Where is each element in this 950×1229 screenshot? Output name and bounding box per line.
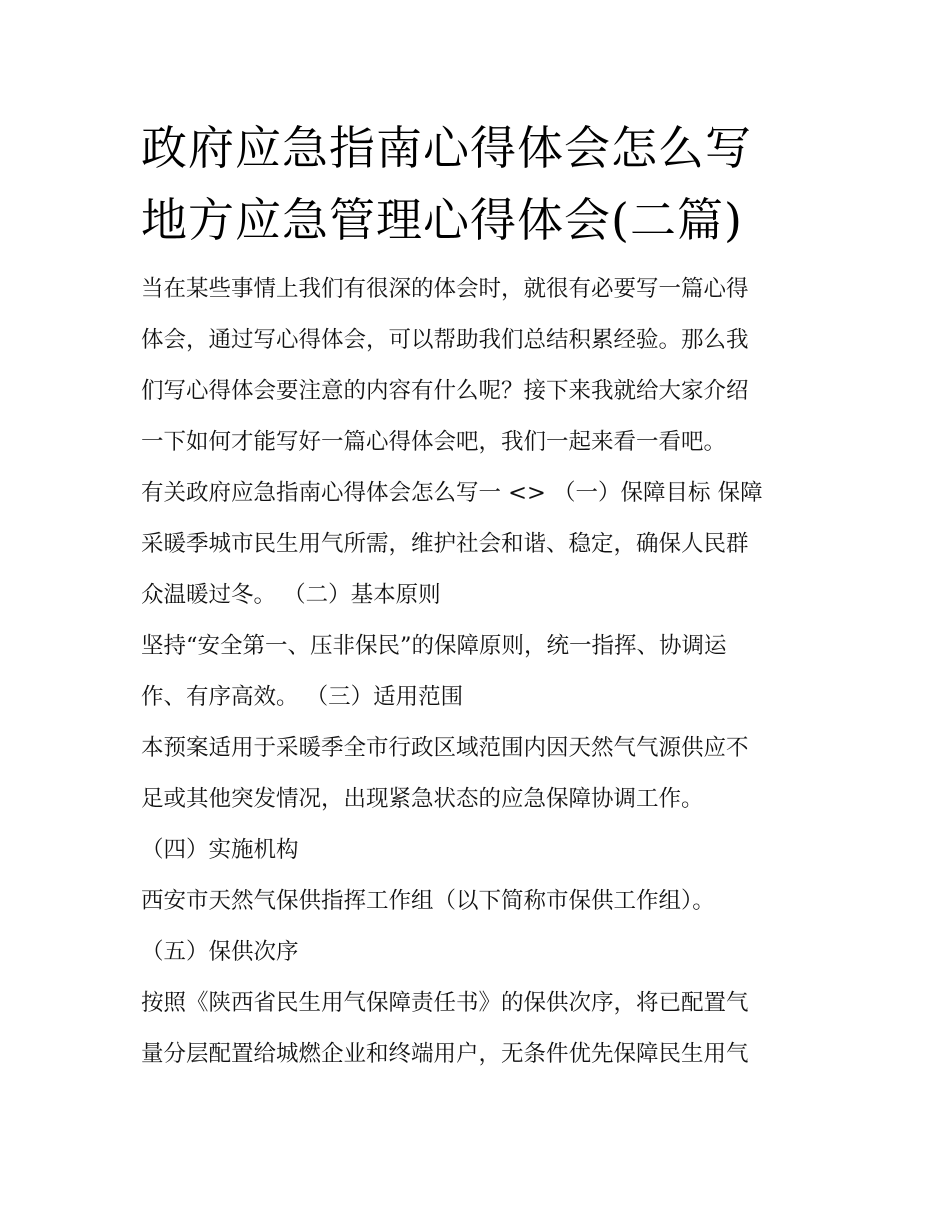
- body-line: 作、有序高效。 （三）适用范围: [141, 684, 464, 710]
- body-line: （四）实施机构: [141, 837, 299, 863]
- body-line: 按照《陕西省民生用气保障责任书》的保供次序，将已配置气: [141, 990, 749, 1016]
- body-line: 众温暖过冬。 （二）基本原则: [141, 582, 441, 608]
- body-line: 一下如何才能写好一篇心得体会吧，我们一起来看一看吧。: [141, 429, 727, 455]
- body-line: 当在某些事情上我们有很深的体会时，就很有必要写一篇心得: [141, 276, 749, 302]
- body-line: 足或其他突发情况，出现紧急状态的应急保障协调工作。: [141, 786, 704, 812]
- document-body: [141, 264, 813, 1080]
- body-line: 量分层配置给城燃企业和终端用户，无条件优先保障民生用气: [141, 1041, 749, 1067]
- document-content: [141, 112, 813, 1080]
- title-line-1: 政府应急指南心得体会怎么写: [141, 121, 752, 175]
- body-line: 采暖季城市民生用气所需，维护社会和谐、稳定，确保人民群: [141, 531, 749, 557]
- body-line: 体会，通过写心得体会，可以帮助我们总结积累经验。那么我: [141, 327, 749, 353]
- body-line: 坚持“安全第一、压非保民”的保障原则，统一指挥、协调运: [141, 633, 727, 659]
- document-title: [141, 112, 813, 256]
- body-line: 本预案适用于采暖季全市行政区域范围内因天然气气源供应不: [141, 735, 749, 761]
- title-line-2: 地方应急管理心得体会(二篇): [141, 193, 743, 247]
- body-line: 们写心得体会要注意的内容有什么呢？接下来我就给大家介绍: [141, 378, 749, 404]
- body-line: 有关政府应急指南心得体会怎么写一 <> （一）保障目标 保障: [141, 480, 763, 506]
- body-line: （五）保供次序: [141, 939, 299, 965]
- body-line: 西安市天然气保供指挥工作组（以下简称市保供工作组）。: [141, 888, 715, 914]
